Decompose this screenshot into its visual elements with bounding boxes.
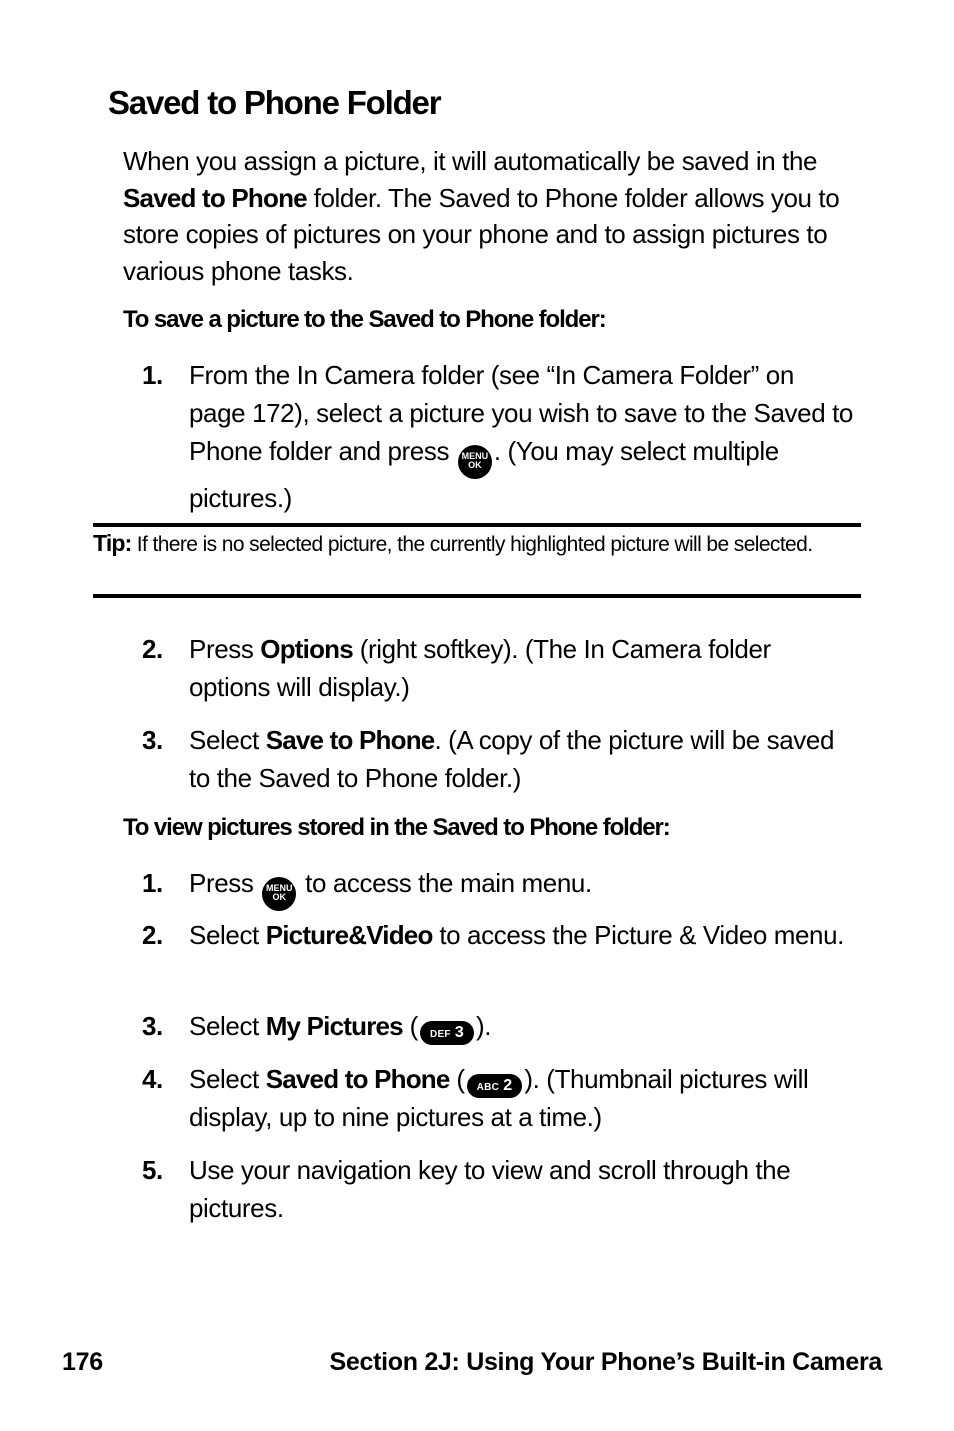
menu-ok-key-icon: MENU OK <box>262 877 296 911</box>
step-text-cont: to access the Picture & Video menu. <box>432 920 844 950</box>
step-number: 1. <box>142 868 163 898</box>
paren-close: ). <box>476 1011 492 1041</box>
step-number: 3. <box>142 1011 163 1041</box>
step-text: From the In Camera folder (see “In Camera Folder” on page 172), select a picture you wish to save to the Saved to Phone folder and press <box>189 360 853 466</box>
step-number: 2. <box>142 634 163 664</box>
intro-text-cont: folder. The Saved to Phone folder allows you to store copies of pictures on your phone and to assign pictures to various phone tasks. <box>123 182 840 287</box>
tip-label: Tip: <box>93 530 132 556</box>
save-step-2 <box>142 630 854 706</box>
paren-open: ( <box>402 1011 418 1041</box>
intro-paragraph <box>123 143 843 290</box>
view-step-3 <box>142 1007 854 1045</box>
step-text-cont: (right softkey). (The In Camera folder options will display.) <box>189 634 771 702</box>
step-text-cont: . (A copy of the picture will be saved to the Saved to Phone folder.) <box>189 725 835 793</box>
step-number: 2. <box>142 920 163 950</box>
step-text-cont: to access the main menu. <box>298 868 592 898</box>
step-text: Select <box>189 920 266 950</box>
tip-text: If there is no selected picture, the currently highlighted picture will be selected. <box>131 533 813 556</box>
tip-top-rule <box>93 523 861 527</box>
def-3-key-icon: DEF 3 <box>420 1021 474 1045</box>
page-title: Saved to Phone Folder <box>108 84 441 121</box>
step-number: 1. <box>142 360 163 390</box>
save-to-phone-term: Save to Phone <box>265 725 435 755</box>
view-step-1 <box>142 864 854 911</box>
view-step-4 <box>142 1060 854 1136</box>
save-step-3 <box>142 721 854 797</box>
step-number: 4. <box>142 1064 163 1094</box>
page-number: 176 <box>62 1348 103 1376</box>
step-text-cont: ). (Thumbnail pictures will display, up to nine pictures at a time.) <box>189 1064 809 1132</box>
abc-2-key-icon: ABC 2 <box>467 1074 523 1098</box>
step-text: Select <box>189 1064 266 1094</box>
procedure-heading-view: To view pictures stored in the Saved to Phone folder: <box>123 814 670 841</box>
intro-bold-term: Saved to Phone <box>123 182 307 213</box>
options-term: Options <box>260 634 353 664</box>
step-text: Select <box>189 1011 266 1041</box>
picture-video-term: Picture&Video <box>265 920 433 950</box>
step-text: Select <box>189 725 266 755</box>
my-pictures-term: My Pictures <box>265 1011 403 1041</box>
tip-bottom-rule <box>93 594 861 598</box>
step-text: Press <box>189 634 261 664</box>
step-number: 3. <box>142 725 163 755</box>
procedure-heading-save: To save a picture to the Saved to Phone folder: <box>123 306 606 333</box>
section-footer: Section 2J: Using Your Phone’s Built-in Camera <box>329 1348 882 1376</box>
menu-ok-key-icon: MENU OK <box>458 445 492 479</box>
view-step-2 <box>142 916 854 954</box>
step-text: Use your navigation key to view and scroll through the pictures. <box>189 1155 791 1223</box>
view-step-5 <box>142 1151 854 1227</box>
step-number: 5. <box>142 1155 163 1185</box>
paren-open: ( <box>449 1064 465 1094</box>
save-step-1 <box>142 356 854 517</box>
step-text: Press <box>189 868 261 898</box>
tip-box <box>93 528 861 560</box>
step-text-cont: . (You may select multiple pictures.) <box>189 436 779 513</box>
saved-to-phone-term: Saved to Phone <box>265 1064 450 1094</box>
intro-text: When you assign a picture, it will automatically be saved in the <box>123 146 818 176</box>
